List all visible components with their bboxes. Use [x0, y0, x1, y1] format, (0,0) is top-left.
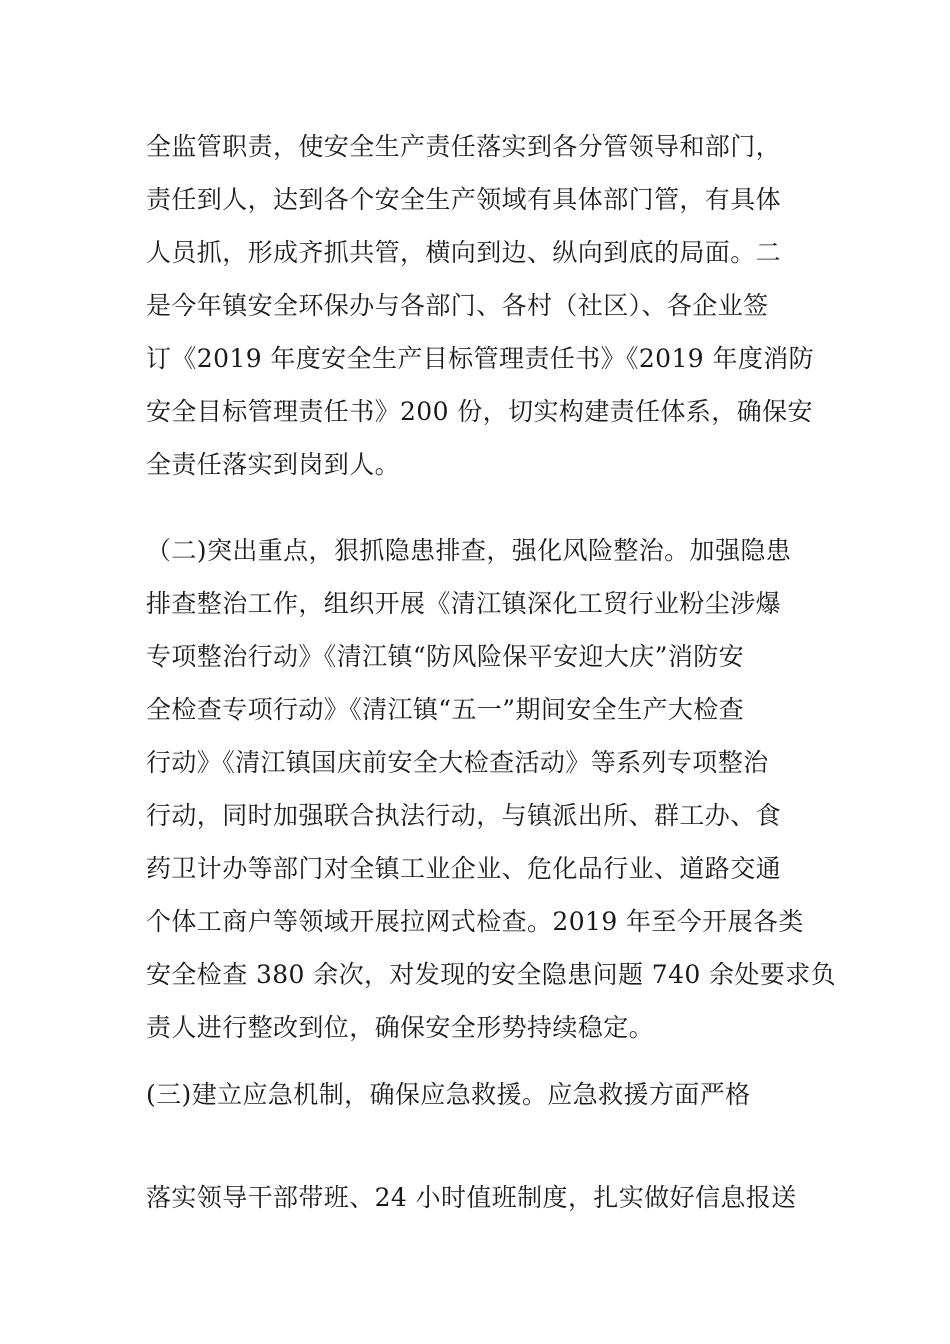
text-line: 是今年镇安全环保办与各部门、各村（社区）、各企业签 [146, 291, 769, 320]
text-line: 行动，同时加强联合执法行动，与镇派出所、群工办、食 [146, 801, 782, 830]
text-line: 个体工商户等领域开展拉网式检查。2019 年至今开展各类 [146, 907, 804, 936]
text-line: 落实领导干部带班、24 小时值班制度，扎实做好信息报送 [146, 1183, 797, 1212]
text-line: 订《2019 年度安全生产目标管理责任书》《2019 年度消防 [146, 344, 815, 373]
text-line: (三)建立应急机制，确保应急救援。应急救援方面严格 [146, 1080, 751, 1109]
text-line: 药卫计办等部门对全镇工业企业、危化品行业、道路交通 [146, 854, 782, 883]
text-line: 责任到人，达到各个安全生产领域有具体部门管，有具体 [146, 185, 782, 214]
text-line: 排查整治工作，组织开展《清江镇深化工贸行业粉尘涉爆 [146, 589, 782, 618]
text-line: 行动》《清江镇国庆前安全大检查活动》等系列专项整治 [146, 748, 769, 777]
text-line: 全责任落实到岗到人。 [146, 450, 401, 479]
text-line: （二)突出重点，狠抓隐患排查，强化风险整治。加强隐患 [146, 536, 792, 565]
text-line: 人员抓，形成齐抓共管，横向到边、纵向到底的局面。二 [146, 238, 782, 267]
text-line: 安全检查 380 余次，对发现的安全隐患问题 740 余处要求负 [146, 960, 837, 989]
text-line: 安全目标管理责任书》200 份，切实构建责任体系，确保安 [146, 397, 813, 426]
text-line: 全监管职责，使安全生产责任落实到各分管领导和部门， [146, 132, 782, 161]
text-line: 全检查专项行动》《清江镇“五一”期间安全生产大检查 [146, 695, 745, 724]
text-line: 责人进行整改到位，确保安全形势持续稳定。 [146, 1013, 655, 1042]
text-line: 专项整治行动》《清江镇“防风险保平安迎大庆”消防安 [146, 642, 745, 671]
